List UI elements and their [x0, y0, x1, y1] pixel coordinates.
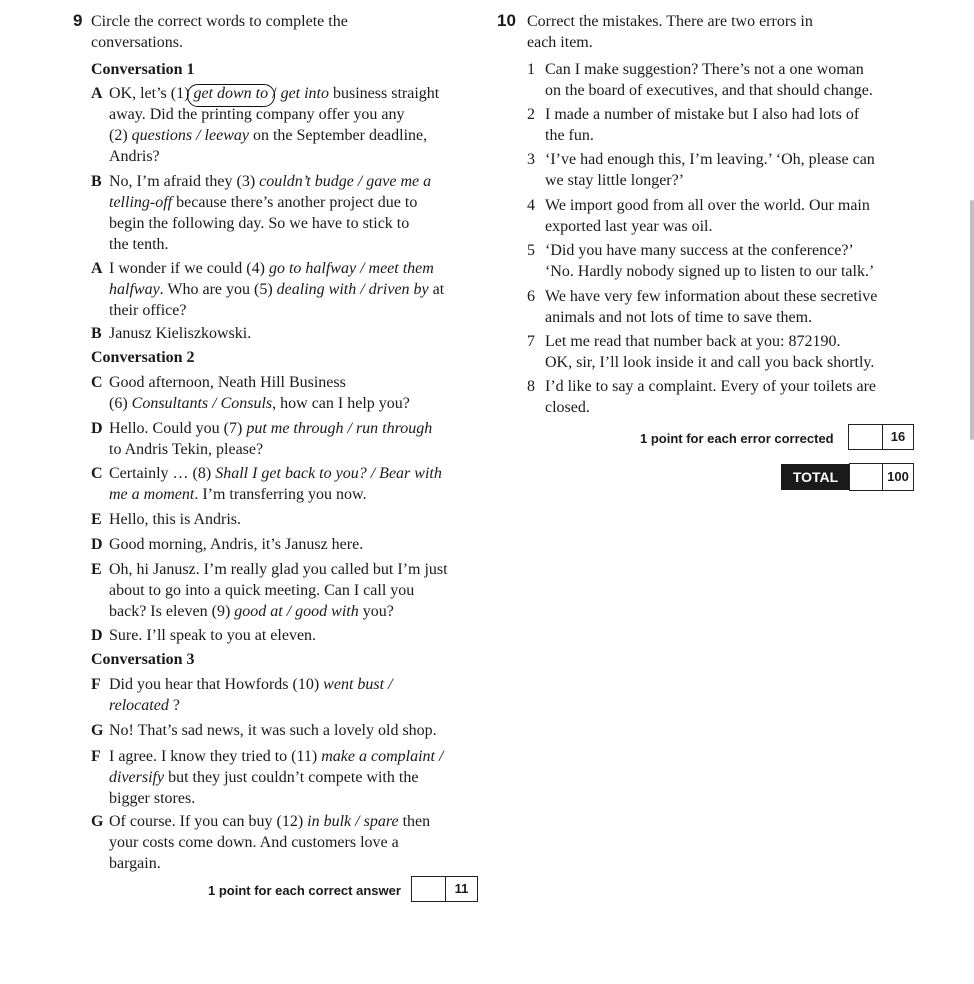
item-line: Let me read that number back at you: 872190. — [545, 333, 841, 350]
exercise-10-score-max: 16 — [882, 424, 914, 450]
dialogue-line: Did you hear that Howfords (10) went bust / — [109, 676, 393, 693]
gap-5-options[interactable]: dealing with / driven by — [276, 281, 429, 298]
exercise-9-score-input[interactable] — [411, 876, 446, 902]
dialogue-line: bigger stores. — [109, 790, 196, 807]
dialogue-line: OK, let’s (1) get down to / get into business straight — [109, 84, 439, 105]
item-number: 4 — [527, 197, 535, 214]
speaker-f: F — [91, 748, 101, 765]
dialogue-line: relocated ? — [109, 697, 180, 714]
gap-4-options-cont[interactable]: halfway — [109, 281, 160, 298]
gap-1-option[interactable]: get into — [280, 85, 329, 102]
dialogue-line: diversify but they just couldn’t compete with the — [109, 769, 419, 786]
speaker-e: E — [91, 511, 102, 528]
exercise-10-number: 10 — [497, 11, 516, 30]
answer-circle — [187, 84, 275, 107]
item-number: 1 — [527, 61, 535, 78]
speaker-d: D — [91, 420, 103, 437]
item-number: 7 — [527, 333, 535, 350]
speaker-g: G — [91, 722, 104, 739]
item-line: We import good from all over the world. Our main — [545, 197, 870, 214]
dialogue-line: your costs come down. And customers love a — [109, 834, 399, 851]
dialogue-line: Janusz Kieliszkowski. — [109, 325, 252, 342]
item-line: ‘I’ve had enough this, I’m leaving.’ ‘Oh, please can — [545, 151, 875, 168]
conversation-2-title: Conversation 2 — [91, 349, 195, 366]
gap-11-options[interactable]: make a complaint / — [321, 748, 444, 765]
dialogue-line: Hello, this is Andris. — [109, 511, 242, 528]
item-number: 8 — [527, 378, 535, 395]
item-line: ‘Did you have many success at the conference?’ — [545, 242, 854, 259]
item-line: I made a number of mistake but I also had lots of — [545, 106, 860, 123]
instruction-line: conversations. — [91, 33, 183, 51]
exercise-10-score-input[interactable] — [848, 424, 883, 450]
dialogue-line: (6) Consultants / Consuls, how can I help you? — [109, 395, 410, 412]
gap-1-option-circled[interactable]: get down to — [193, 85, 268, 102]
speaker-b: B — [91, 173, 102, 190]
dialogue-line: Certainly … (8) Shall I get back to you? / Bear with — [109, 465, 442, 482]
item-line: we stay little longer?’ — [545, 172, 685, 189]
instruction-line: Circle the correct words to complete the — [91, 13, 348, 30]
gap-10-options-cont[interactable]: relocated — [109, 697, 169, 714]
instruction-line: Correct the mistakes. There are two errors in — [527, 13, 813, 30]
item-line: on the board of executives, and that should change. — [545, 82, 873, 99]
total-score-input[interactable] — [849, 463, 883, 491]
exercise-10-items — [527, 60, 947, 430]
exercise-9-score-label: 1 point for each correct answer — [208, 883, 401, 898]
speaker-a: A — [91, 260, 103, 277]
speaker-a: A — [91, 85, 103, 102]
item-number: 3 — [527, 151, 535, 168]
gap-11-options-cont[interactable]: diversify — [109, 769, 165, 786]
dialogue-line: No! That’s sad news, it was such a lovely old shop. — [109, 722, 437, 739]
speaker-c: C — [91, 374, 103, 391]
exercise-9-instruction — [91, 12, 348, 53]
speaker-c: C — [91, 465, 103, 482]
gap-9-options[interactable]: good at / good with — [234, 603, 359, 620]
item-line: ‘No. Hardly nobody signed up to listen to our talk.’ — [545, 263, 875, 280]
item-line: closed. — [545, 399, 590, 416]
speaker-d: D — [91, 536, 103, 553]
total-max: 100 — [882, 463, 914, 491]
item-line: the fun. — [545, 127, 594, 144]
dialogue-line: begin the following day. So we have to stick to — [109, 215, 410, 232]
conversation-1-title: Conversation 1 — [91, 61, 195, 78]
dialogue-line: Good morning, Andris, it’s Janusz here. — [109, 536, 364, 553]
dialogue-line: Hello. Could you (7) put me through / run through — [109, 420, 433, 437]
dialogue-line: Of course. If you can buy (12) in bulk / spare then — [109, 813, 431, 830]
speaker-d: D — [91, 627, 103, 644]
gap-10-options[interactable]: went bust / — [323, 676, 393, 693]
dialogue-line: Good afternoon, Neath Hill Business — [109, 374, 346, 391]
total-label: TOTAL — [781, 464, 850, 490]
dialogue-line: Andris? — [109, 148, 160, 165]
dialogue-line: to Andris Tekin, please? — [109, 441, 264, 458]
dialogue-line: (2) questions / leeway on the September deadline, — [109, 127, 428, 144]
dialogue-line: halfway. Who are you (5) dealing with / driven by at — [109, 281, 445, 298]
dialogue-line: bargain. — [109, 855, 161, 872]
exercise-10-score-label: 1 point for each error corrected — [640, 431, 834, 446]
item-number: 2 — [527, 106, 535, 123]
dialogue-line: I wonder if we could (4) go to halfway / meet them — [109, 260, 434, 277]
conversation-3-title: Conversation 3 — [91, 651, 195, 668]
gap-6-options[interactable]: Consultants / Consuls — [131, 395, 273, 412]
item-number: 5 — [527, 242, 535, 259]
item-line: animals and not lots of time to save them. — [545, 309, 813, 326]
gap-4-options[interactable]: go to halfway / meet them — [268, 260, 434, 277]
dialogue-line: the tenth. — [109, 236, 169, 253]
item-line: exported last year was oil. — [545, 218, 713, 235]
dialogue-line: Oh, hi Janusz. I’m really glad you called but I’m just — [109, 561, 448, 578]
exercise-9-body — [91, 84, 491, 984]
gap-7-options[interactable]: put me through / run through — [246, 420, 433, 437]
scrollbar[interactable] — [970, 200, 974, 440]
dialogue-line: No, I’m afraid they (3) couldn’t budge / gave me a — [109, 173, 432, 190]
dialogue-line: me a moment. I’m transferring you now. — [109, 486, 367, 503]
item-line: We have very few information about these secretive — [545, 288, 878, 305]
dialogue-line: telling-off because there’s another project due to — [109, 194, 418, 211]
exercise-9-number: 9 — [73, 11, 83, 30]
gap-12-options[interactable]: in bulk / spare — [307, 813, 399, 830]
dialogue-line: away. Did the printing company offer you any — [109, 106, 405, 123]
speaker-f: F — [91, 676, 101, 693]
item-line: Can I make suggestion? There’s not a one woman — [545, 61, 864, 78]
speaker-b: B — [91, 325, 102, 342]
dialogue-line: I agree. I know they tried to (11) make a complaint / — [109, 748, 444, 765]
gap-3-options[interactable]: couldn’t budge / gave me a — [259, 173, 432, 190]
instruction-line: each item. — [527, 33, 593, 51]
dialogue-line: Sure. I’ll speak to you at eleven. — [109, 627, 317, 644]
dialogue-line: about to go into a quick meeting. Can I call you — [109, 582, 415, 599]
speaker-g: G — [91, 813, 104, 830]
dialogue-line: back? Is eleven (9) good at / good with you? — [109, 603, 394, 620]
item-line: I’d like to say a complaint. Every of your toilets are — [545, 378, 877, 395]
item-line: OK, sir, I’ll look inside it and call you back shortly. — [545, 354, 875, 371]
item-number: 6 — [527, 288, 535, 305]
gap-3-options-cont[interactable]: telling-off — [109, 194, 173, 211]
dialogue-line: their office? — [109, 302, 187, 319]
gap-8-options[interactable]: Shall I get back to you? / Bear with — [215, 465, 442, 482]
exercise-9-score-max: 11 — [445, 876, 478, 902]
exercise-10-instruction — [527, 12, 813, 53]
speaker-e: E — [91, 561, 102, 578]
gap-2-options[interactable]: questions / leeway — [131, 127, 249, 144]
gap-8-options-cont[interactable]: me a moment — [109, 486, 195, 503]
